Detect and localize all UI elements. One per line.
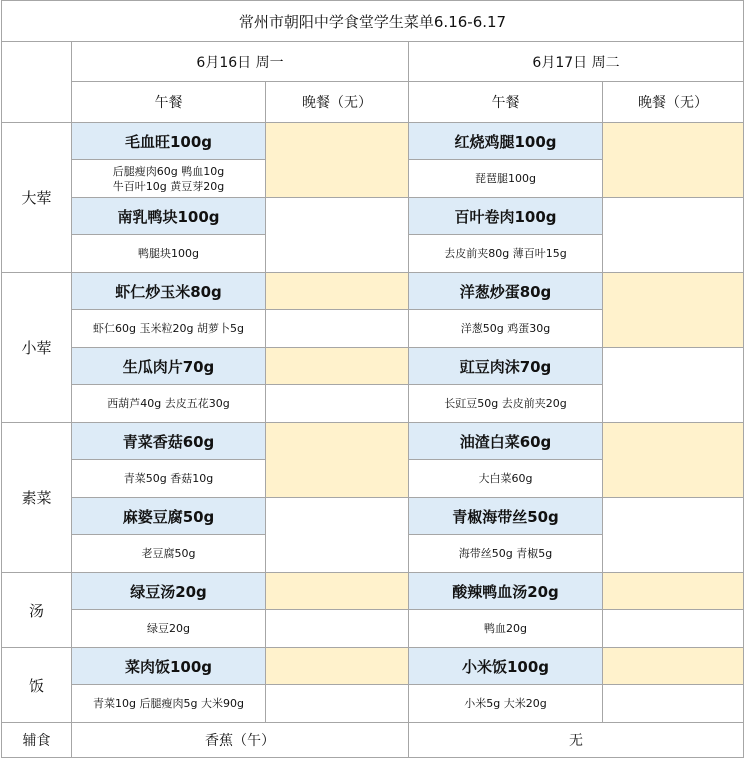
menu-title: 常州市朝阳中学食堂学生菜单6.16-6.17 bbox=[2, 1, 744, 42]
day1-sucai1-ingredients: 青菜50g 香菇10g bbox=[72, 460, 266, 498]
day1-dahun1-dish: 毛血旺100g bbox=[72, 123, 266, 160]
category-sucai: 素菜 bbox=[2, 423, 72, 573]
day1-dahun1-ingredients bbox=[72, 160, 266, 198]
day2-xiaohun2-dinner bbox=[603, 348, 744, 423]
day1-xiaohun1-dinner bbox=[266, 273, 409, 310]
day1-tang-dinner bbox=[266, 573, 409, 610]
day1-xiaohun2-ingredients: 西葫芦40g 去皮五花30g bbox=[72, 385, 266, 423]
day2-dinner-header: 晚餐（无） bbox=[603, 82, 744, 123]
day2-xiaohun2-dish: 豇豆肉沫70g bbox=[409, 348, 603, 385]
day2-tang-dish: 酸辣鸭血汤20g bbox=[409, 573, 603, 610]
day2-tang-dinner-lower bbox=[603, 610, 744, 648]
category-xiaohun: 小荤 bbox=[2, 273, 72, 423]
day1-dahun2-ingredients: 鸭腿块100g bbox=[72, 235, 266, 273]
day2-xiaohun1-dinner bbox=[603, 273, 744, 348]
day1-xiaohun1-ingredients: 虾仁60g 玉米粒20g 胡萝卜5g bbox=[72, 310, 266, 348]
day1-xiaohun2-dish: 生瓜肉片70g bbox=[72, 348, 266, 385]
day1-dahun2-dish: 南乳鸭块100g bbox=[72, 198, 266, 235]
day1-sucai2-dish: 麻婆豆腐50g bbox=[72, 498, 266, 535]
day1-xiaohun1-dinner-lower bbox=[266, 310, 409, 348]
day1-fan-dinner bbox=[266, 648, 409, 685]
day1-fan-dinner-lower bbox=[266, 685, 409, 723]
day1-fushi: 香蕉（午） bbox=[72, 723, 409, 758]
day1-fan-ingredients: 青菜10g 后腿瘦肉5g 大米90g bbox=[72, 685, 266, 723]
day1-dahun1-ingredients-line1: 后腿瘦肉60g 鸭血10g bbox=[112, 164, 225, 178]
day1-xiaohun1-dish: 虾仁炒玉米80g bbox=[72, 273, 266, 310]
day2-xiaohun1-dish: 洋葱炒蛋80g bbox=[409, 273, 603, 310]
day1-dinner-header: 晚餐（无） bbox=[266, 82, 409, 123]
category-dahun: 大荤 bbox=[2, 123, 72, 273]
day1-sucai1-dish: 青菜香菇60g bbox=[72, 423, 266, 460]
day1-tang-dinner-lower bbox=[266, 610, 409, 648]
day2-dahun1-dish: 红烧鸡腿100g bbox=[409, 123, 603, 160]
day2-sucai2-ingredients: 海带丝50g 青椒5g bbox=[409, 535, 603, 573]
day1-sucai2-dinner bbox=[266, 498, 409, 573]
day2-lunch-header: 午餐 bbox=[409, 82, 603, 123]
day1-sucai1-dinner bbox=[266, 423, 409, 498]
day1-date: 6月16日 周一 bbox=[72, 42, 409, 82]
corner-cell bbox=[2, 42, 72, 123]
day2-xiaohun1-ingredients: 洋葱50g 鸡蛋30g bbox=[409, 310, 603, 348]
day2-sucai1-dish: 油渣白菜60g bbox=[409, 423, 603, 460]
day2-tang-dinner bbox=[603, 573, 744, 610]
day1-fan-dish: 菜肉饭100g bbox=[72, 648, 266, 685]
day2-dahun2-dinner bbox=[603, 198, 744, 273]
day1-xiaohun2-dinner-lower bbox=[266, 385, 409, 423]
day2-dahun1-dinner bbox=[603, 123, 744, 198]
day2-fan-dinner bbox=[603, 648, 744, 685]
day1-tang-ingredients: 绿豆20g bbox=[72, 610, 266, 648]
category-tang: 汤 bbox=[2, 573, 72, 648]
day2-sucai1-ingredients: 大白菜60g bbox=[409, 460, 603, 498]
day1-xiaohun2-dinner bbox=[266, 348, 409, 385]
day2-xiaohun2-ingredients: 长豇豆50g 去皮前夹20g bbox=[409, 385, 603, 423]
day1-tang-dish: 绿豆汤20g bbox=[72, 573, 266, 610]
day1-dahun1-ingredients-line2: 牛百叶10g 黄豆芽20g bbox=[112, 179, 225, 193]
day1-dahun2-dinner bbox=[266, 198, 409, 273]
day2-date: 6月17日 周二 bbox=[409, 42, 744, 82]
day2-fushi: 无 bbox=[409, 723, 744, 758]
day2-sucai1-dinner bbox=[603, 423, 744, 498]
category-fushi: 辅食 bbox=[2, 723, 72, 758]
day2-dahun2-dish: 百叶卷肉100g bbox=[409, 198, 603, 235]
day2-dahun1-ingredients: 琵琶腿100g bbox=[409, 160, 603, 198]
day2-sucai2-dinner bbox=[603, 498, 744, 573]
day1-lunch-header: 午餐 bbox=[72, 82, 266, 123]
day2-dahun2-ingredients: 去皮前夹80g 薄百叶15g bbox=[409, 235, 603, 273]
category-fan: 饭 bbox=[2, 648, 72, 723]
day2-tang-ingredients: 鸭血20g bbox=[409, 610, 603, 648]
day2-fan-dinner-lower bbox=[603, 685, 744, 723]
day2-fan-dish: 小米饭100g bbox=[409, 648, 603, 685]
day2-sucai2-dish: 青椒海带丝50g bbox=[409, 498, 603, 535]
day1-dahun1-dinner bbox=[266, 123, 409, 198]
menu-table bbox=[1, 0, 744, 758]
day2-fan-ingredients: 小米5g 大米20g bbox=[409, 685, 603, 723]
day1-sucai2-ingredients: 老豆腐50g bbox=[72, 535, 266, 573]
